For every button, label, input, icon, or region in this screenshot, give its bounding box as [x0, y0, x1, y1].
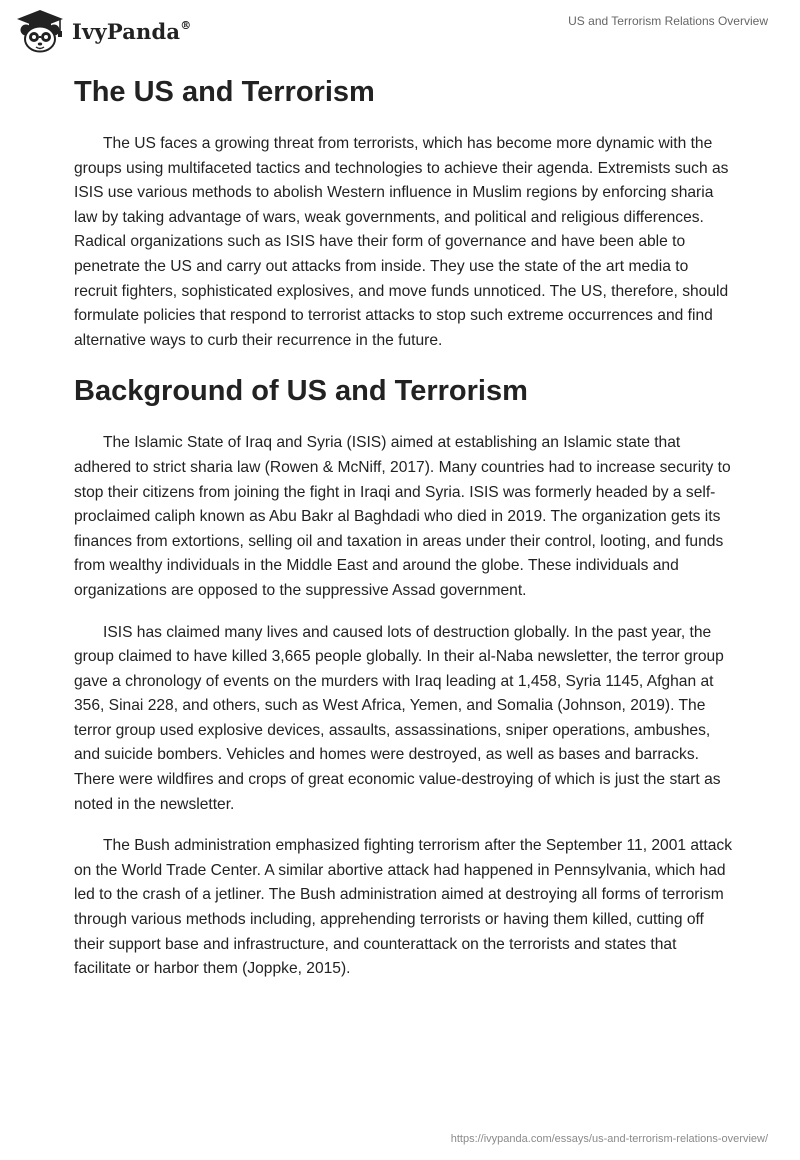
section-heading: The US and Terrorism — [74, 76, 375, 108]
panda-mascot-icon — [14, 9, 66, 53]
page-header — [0, 0, 800, 60]
body-paragraph: ISIS has claimed many lives and caused lots of destruction globally. In the past year, the group claimed to have killed 3,665 people globally. In their al-Naba newsletter, the terror group gave a chronology of events on the murders with Iraq leading at 1,458, Syria 1145, Afghan at 356, Sinai 228, and others, such as West Africa, Yemen, and Somalia (Johnson, 2019). The terror group used explosive devices, assaults, assassinations, sniper operations, ambushes, and suicide bombers. Vehicles and homes were destroyed, as well as bases and barracks. There were wildfires and crops of great economic value-destroying of which is just the start as noted in the newsletter. — [74, 623, 724, 813]
body-paragraph: The Bush administration emphasized fighting terrorism after the September 11, 2001 attack on the World Trade Center. A similar abortive attack had happened in Pennsylvania, which had led to the crash of a jetliner. The Bush administration aimed at destroying all forms of terrorism through various methods including, apprehending terrorists or having them killed, cutting off their support base and infrastructure, and counterattack on the terrorists and states that facilitate or harbor them (Joppke, 2015). — [74, 837, 732, 978]
body-paragraph: The Islamic State of Iraq and Syria (ISIS) aimed at establishing an Islamic state that adhered to strict sharia law (Rowen & McNiff, 2017). Many countries had to increase security to stop their citizens from joining the fight in Iraqi and Syria. ISIS was formerly headed by a self-proclaimed caliph known as Abu Bakr al Baghdadi who died in 2019. The organization gets its finances from extortions, selling oil and taxation in areas under their control, looting, and funds from wealthy individuals in the Middle East and around the globe. These individuals and organizations are opposed to the suppressive Assad government. — [74, 434, 731, 599]
brand-name: IvyPanda® — [72, 18, 192, 44]
essay-content — [74, 70, 734, 982]
section-heading: Background of US and Terrorism — [74, 375, 528, 408]
brand-logo[interactable] — [14, 9, 191, 53]
document-title: US and Terrorism Relations Overview — [568, 14, 768, 28]
registered-mark: ® — [180, 18, 192, 32]
source-url-link[interactable]: https://ivypanda.com/essays/us-and-terrorism-relations-overview/ — [450, 1133, 768, 1145]
body-paragraph: The US faces a growing threat from terrorists, which has become more dynamic with the groups using multifaceted tactics and technologies to achieve their agenda. Extremists such as ISIS use various methods to abolish Western influence in Muslim regions by enforcing sharia law by taking advantage of wars, weak governments, and political and religious differences. Radical organizations such as ISIS have their form of governance and have been able to penetrate the US and carry out attacks from inside. They use the state of the art media to recruit fighters, sophisticated explosives, and move funds unnoticed. The US, therefore, should formulate policies that respond to terrorist attacks to stop such extreme occurrences and find alternative ways to curb their recurrence in the future. — [74, 135, 729, 349]
